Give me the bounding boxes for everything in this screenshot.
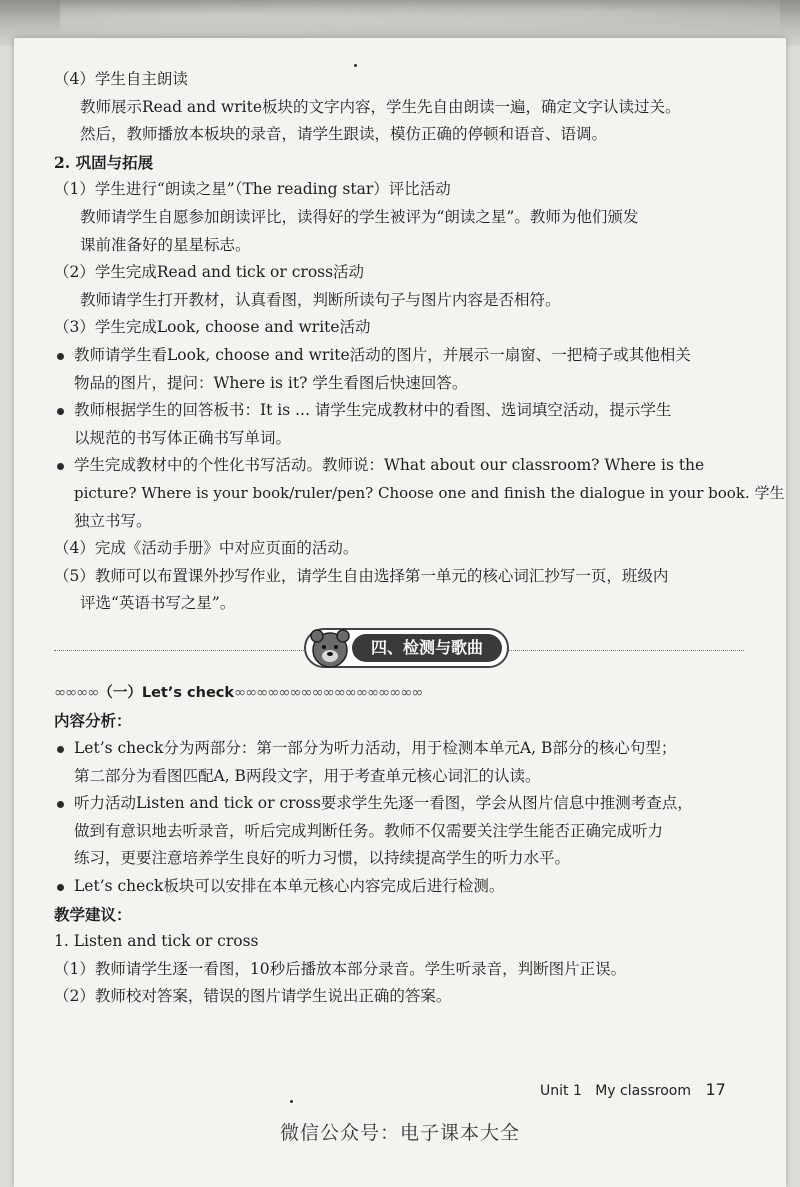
text-line: （2）教师校对答案，错误的图片请学生说出正确的答案。 bbox=[54, 987, 452, 1006]
watermark-text: 微信公众号：电子课本大全 bbox=[279, 1122, 520, 1144]
text-line: 然后，教师播放本板块的录音，请学生跟读，模仿正确的停顿和语音、语调。 bbox=[80, 125, 608, 144]
text-line: 教师请学生打开教材，认真看图，判断所读句子与图片内容是否相符。 bbox=[80, 290, 561, 309]
wave-ornament-left: ∞∞∞∞ bbox=[54, 684, 99, 701]
text-line: 1. Listen and tick or cross bbox=[54, 932, 259, 951]
text-line: 课前准备好的星星标志。 bbox=[80, 235, 251, 254]
text-line: （3）学生完成Look, choose and write活动 bbox=[54, 318, 371, 337]
text-line: （1）教师请学生逐一看图，10秒后播放本部分录音。学生听录音，判断图片正误。 bbox=[54, 959, 627, 978]
bear-mascot-icon bbox=[308, 626, 352, 670]
wave-ornament-right: ∞∞∞∞∞∞∞∞∞∞∞∞∞∞∞∞∞ bbox=[234, 684, 423, 701]
page-body bbox=[54, 66, 785, 1011]
section-heading: 2. 巩固与拓展 bbox=[54, 152, 154, 172]
teaching-suggestion-heading: 教学建议： bbox=[54, 904, 132, 924]
bullet-item: 听力活动Listen and tick or cross要求学生先逐一看图，学会从图片信息中推测考查点， bbox=[54, 790, 744, 818]
text-line: 做到有意识地去听录音，听后完成判断任务。教师不仅需要关注学生能否正确完成听力 bbox=[74, 821, 664, 840]
text-line: 以规范的书写体正确书写单词。 bbox=[74, 428, 292, 447]
text-line: （4）学生自主朗读 bbox=[54, 70, 188, 88]
bullet-item: 教师请学生看Look, choose and write活动的图片，并展示一扇窗、一把椅子或其他相关 bbox=[54, 342, 744, 370]
text-line: picture? Where is your book/ruler/pen? Choose one and finish the dialogue in your book. 学生 bbox=[74, 483, 785, 502]
text-line: 评选“英语书写之星”。 bbox=[80, 594, 236, 613]
page-number: 17 bbox=[705, 1080, 726, 1099]
text-line: 教师展示Read and write板块的文字内容，学生先自由朗读一遍，确定文字认读过关。 bbox=[80, 97, 681, 116]
bullet-item: 学生完成教材中的个性化书写活动。教师说：What about our classroom? Where is the bbox=[54, 452, 744, 480]
subsection-title: （一）Let’s check bbox=[98, 684, 235, 701]
text-line: 物品的图片，提问：Where is it? 学生看图后快速回答。 bbox=[74, 373, 468, 392]
text-line: 第二部分为看图匹配A, B两段文字，用于考查单元核心词汇的认读。 bbox=[74, 766, 541, 785]
text-line: 教师请学生自愿参加朗读评比，读得好的学生被评为“朗读之星”。教师为他们颁发 bbox=[80, 207, 639, 226]
text-line: （5）教师可以布置课外抄写作业，请学生自由选择第一单元的核心词汇抄写一页，班级内 bbox=[54, 566, 669, 585]
bullet-item: 教师根据学生的回答板书：It is ... 请学生完成教材中的看图、选词填空活动，提示学生 bbox=[54, 397, 744, 425]
section-banner bbox=[54, 622, 744, 674]
text-line: （1）学生进行“朗读之星”（The reading star）评比活动 bbox=[54, 180, 451, 199]
text-line: 练习，更要注意培养学生良好的听力习惯，以持续提高学生的听力水平。 bbox=[74, 849, 571, 868]
bullet-item: Let’s check板块可以安排在本单元核心内容完成后进行检测。 bbox=[54, 873, 744, 901]
bullet-item: Let’s check分为两部分：第一部分为听力活动，用于检测本单元A, B部分的核心句型； bbox=[54, 735, 744, 763]
text-line: （4）完成《活动手册》中对应页面的活动。 bbox=[54, 539, 359, 558]
section-title: 四、检测与歌曲 bbox=[352, 634, 502, 662]
book-page bbox=[14, 38, 786, 1187]
content-analysis-heading: 内容分析： bbox=[54, 711, 132, 731]
page-footer bbox=[540, 1080, 726, 1099]
text-line: （2）学生完成Read and tick or cross活动 bbox=[54, 263, 365, 282]
footer-unit: Unit 1 bbox=[540, 1083, 582, 1099]
footer-title: My classroom bbox=[595, 1083, 692, 1099]
speck bbox=[290, 1100, 293, 1103]
section-title-pill bbox=[304, 628, 509, 668]
subsection-heading bbox=[54, 680, 744, 708]
text-line: 独立书写。 bbox=[74, 511, 152, 530]
